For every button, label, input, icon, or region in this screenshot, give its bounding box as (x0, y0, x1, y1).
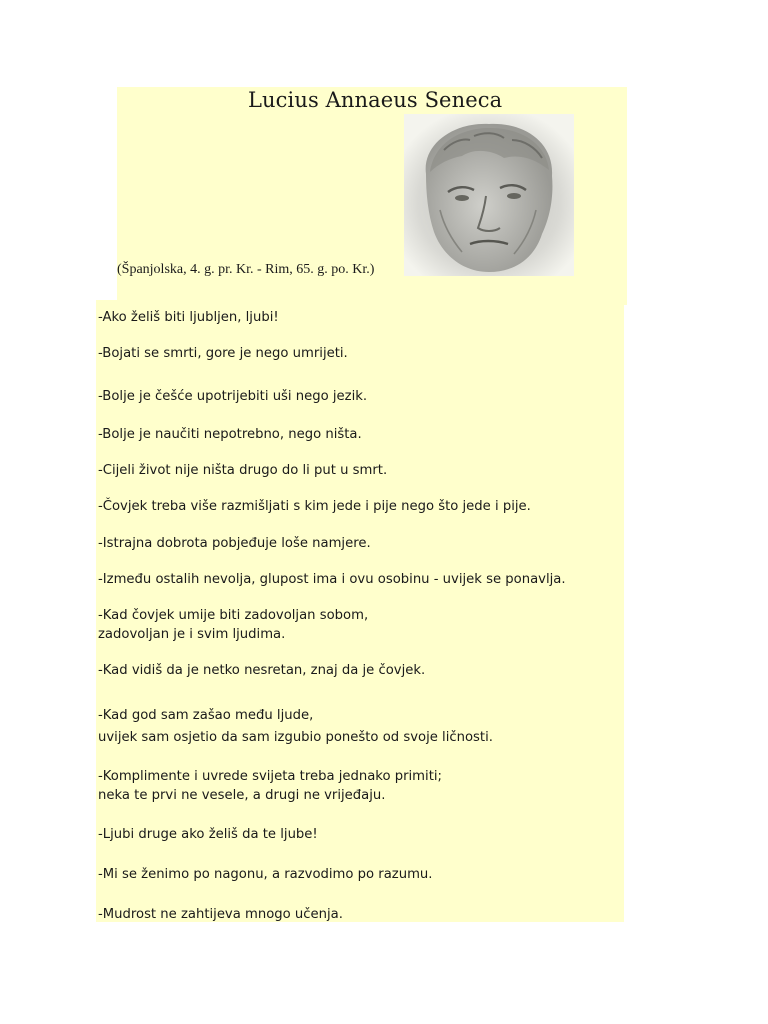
quote-line: -Kad vidiš da je netko nesretan, znaj da je čovjek. (98, 663, 426, 678)
quote-line: -Komplimente i uvrede svijeta treba jednako primiti; (98, 769, 442, 784)
quote-line: -Mudrost ne zahtijeva mnogo učenja. (98, 907, 343, 922)
quote-line: -Mi se ženimo po nagonu, a razvodimo po razumu. (98, 867, 433, 882)
quote-item (98, 497, 531, 516)
quote-line: zadovoljan je i svim ljudima. (98, 627, 286, 642)
quote-item (98, 905, 343, 924)
quote-item (98, 606, 368, 644)
seneca-portrait-image (404, 114, 574, 276)
quote-line: -Bolje je naučiti nepotrebno, nego ništa. (98, 427, 362, 442)
quote-item (98, 387, 367, 406)
page-title: Lucius Annaeus Seneca (248, 88, 503, 112)
quote-item (98, 661, 425, 680)
quote-line: -Između ostalih nevolja, glupost ima i ovu osobinu - uvijek se ponavlja. (98, 572, 566, 587)
quote-item (98, 570, 566, 589)
quote-item (98, 865, 432, 884)
quote-item (98, 825, 318, 844)
quote-line: -Cijeli život nije ništa drugo do li put u smrt. (98, 463, 388, 478)
quote-line: -Ljubi druge ako želiš da te ljube! (98, 827, 318, 842)
quote-item (98, 534, 371, 553)
quote-line: -Bolje je češće upotrijebiti uši nego jezik. (98, 389, 368, 404)
lifespan-subtitle: (Španjolska, 4. g. pr. Kr. - Rim, 65. g. po. Kr.) (117, 262, 375, 277)
quote-line: -Bojati se smrti, gore je nego umrijeti. (98, 346, 348, 361)
quote-line: uvijek sam osjetio da sam izgubio ponešto od svoje ličnosti. (98, 730, 493, 745)
quote-item (98, 461, 387, 480)
quote-line: neka te prvi ne vesele, a drugi ne vrijeđaju. (98, 788, 386, 803)
quote-item (98, 344, 348, 363)
quote-line: -Ako želiš biti ljubljen, ljubi! (98, 310, 279, 325)
quote-item (98, 706, 493, 747)
quote-item (98, 767, 442, 805)
quote-line: -Čovjek treba više razmišljati s kim jede i pije nego što jede i pije. (98, 499, 531, 514)
quote-line: -Kad god sam zašao među ljude, (98, 708, 314, 723)
quote-line: -Kad čovjek umije biti zadovoljan sobom, (98, 608, 369, 623)
quote-item (98, 308, 279, 327)
quote-line: -Istrajna dobrota pobjeđuje loše namjere. (98, 536, 371, 551)
quote-item (98, 425, 362, 444)
